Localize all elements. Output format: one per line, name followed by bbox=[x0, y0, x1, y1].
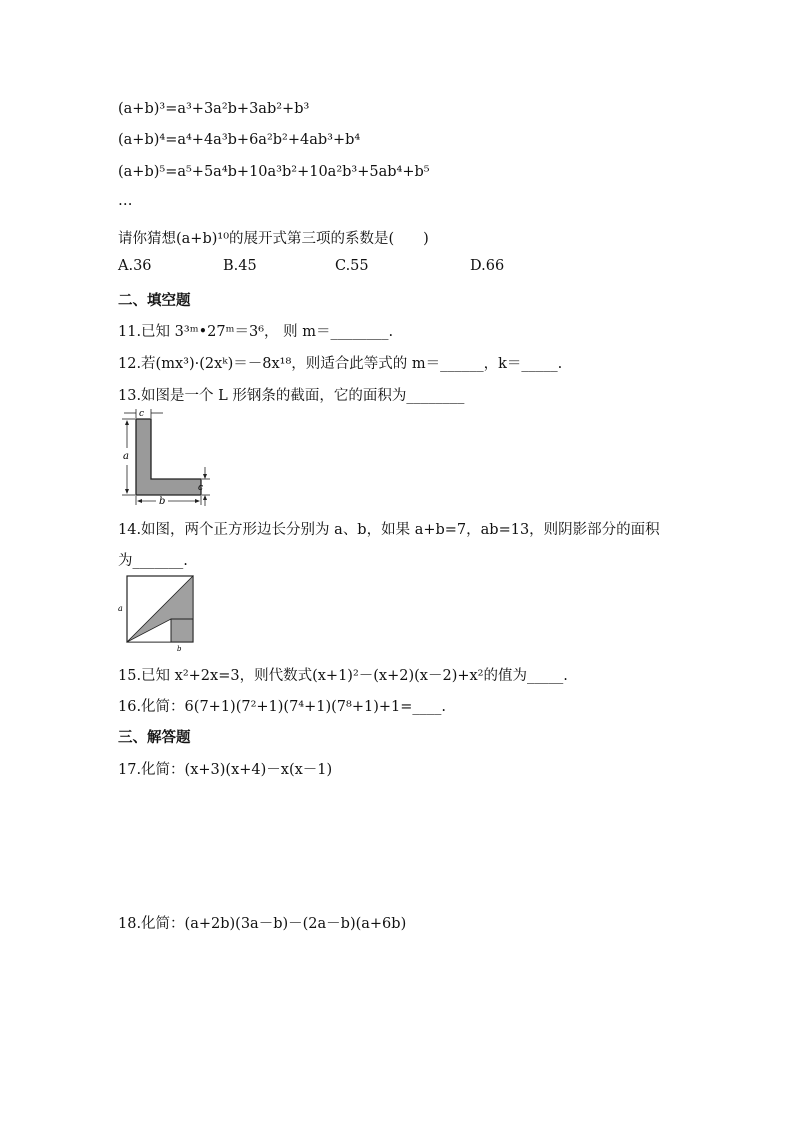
q13: 13.如图是一个 L 形钢条的截面，它的面积为________ bbox=[118, 388, 465, 404]
q10-option-b: B.45 bbox=[223, 258, 257, 274]
q14-line-1: 14.如图，两个正方形边长分别为 a、b，如果 a+b=7，ab=13，则阴影部分的面积 bbox=[118, 522, 660, 538]
q18: 18.化简：(a+2b)(3a－b)－(2a－b)(a+6b) bbox=[118, 916, 407, 932]
binomial-fifth: (a+b)⁵=a⁵+5a⁴b+10a³b²+10a²b³+5ab⁴+b⁵ bbox=[118, 164, 430, 180]
fig13-label-c-top: c bbox=[139, 409, 145, 419]
q10-option-c: C.55 bbox=[335, 258, 369, 274]
q12: 12.若(mx³)·(2xᵏ)＝－8x¹⁸，则适合此等式的 m＝______，k＝_____. bbox=[118, 356, 563, 372]
q11: 11.已知 3³ᵐ•27ᵐ＝3⁶， 则 m＝________. bbox=[118, 324, 394, 340]
ellipsis: … bbox=[118, 193, 133, 209]
binomial-cube: (a+b)³=a³+3a²b+3ab²+b³ bbox=[118, 101, 310, 117]
fig13-label-a: a bbox=[123, 451, 129, 462]
section-fill-in-title: 二、填空题 bbox=[118, 293, 191, 309]
q15: 15.已知 x²+2x=3，则代数式(x+1)²－(x+2)(x－2)+x²的值为_____. bbox=[118, 668, 568, 684]
squares-figure bbox=[115, 573, 200, 653]
q10-option-a: A.36 bbox=[118, 258, 152, 274]
fig14-label-b: b bbox=[177, 645, 182, 653]
q17: 17.化简：(x+3)(x+4)－x(x－1) bbox=[118, 762, 333, 778]
q10-stem: 请你猜想(a+b)¹⁰的展开式第三项的系数是( ) bbox=[118, 231, 429, 247]
fig14-label-a: a bbox=[118, 604, 123, 613]
q10-option-d: D.66 bbox=[470, 258, 505, 274]
fig13-label-c-right: c bbox=[198, 483, 204, 493]
l-shape-figure bbox=[118, 405, 218, 507]
fig13-label-b: b bbox=[159, 496, 166, 507]
q14-line-2: 为_______. bbox=[118, 553, 188, 569]
section-answer-title: 三、解答题 bbox=[118, 730, 191, 746]
q16: 16.化简：6(7+1)(7²+1)(7⁴+1)(7⁸+1)+1=____. bbox=[118, 699, 447, 715]
binomial-fourth: (a+b)⁴=a⁴+4a³b+6a²b²+4ab³+b⁴ bbox=[118, 132, 361, 148]
